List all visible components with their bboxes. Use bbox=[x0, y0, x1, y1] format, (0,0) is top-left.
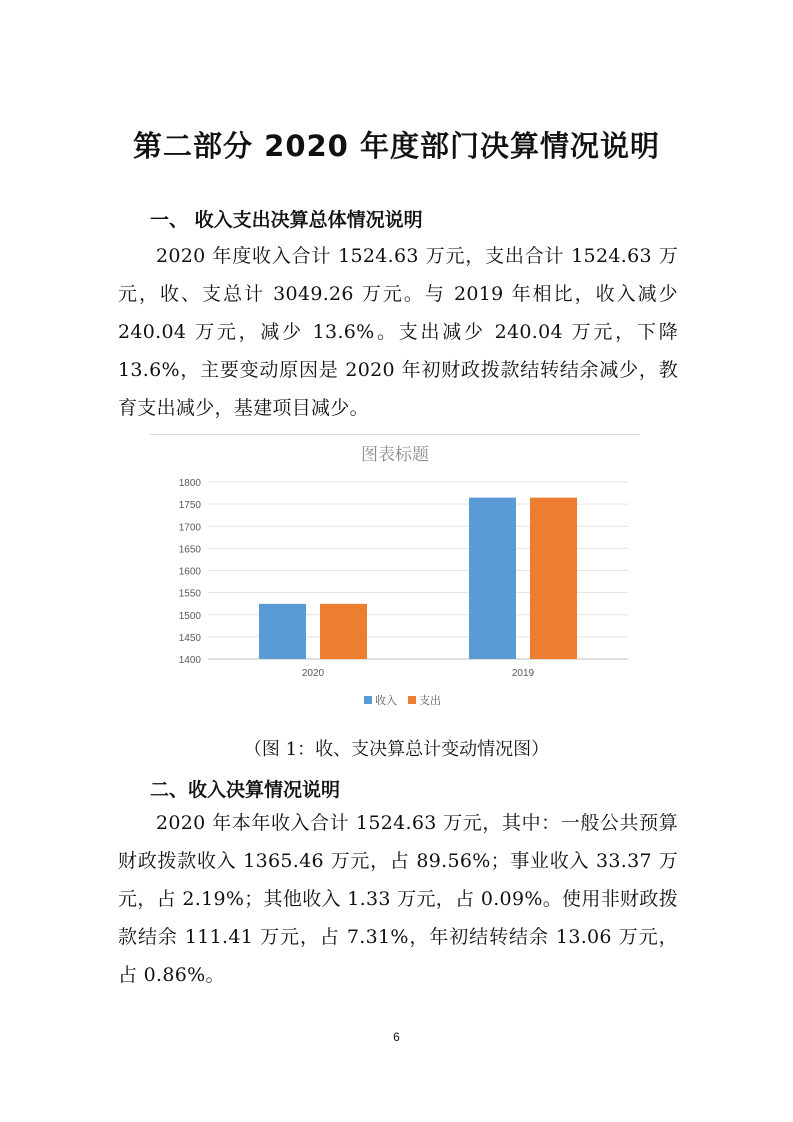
x-tick-label: 2020 bbox=[301, 668, 325, 679]
legend-swatch bbox=[364, 696, 372, 704]
figure-caption: （图 1：收、支决算总计变动情况图） bbox=[243, 739, 550, 760]
bar-收入-2020 bbox=[259, 604, 306, 659]
y-tick-label: 1450 bbox=[178, 632, 201, 644]
bar-支出-2019 bbox=[530, 498, 577, 659]
page-title: 第二部分 2020 年度部门决算情况说明 bbox=[133, 129, 660, 163]
legend-label: 支出 bbox=[419, 695, 441, 707]
legend-swatch bbox=[408, 696, 416, 704]
y-tick-label: 1650 bbox=[178, 544, 201, 556]
chart-title: 图表标题 bbox=[361, 445, 429, 464]
y-tick-label: 1500 bbox=[178, 610, 201, 622]
section1-paragraph-text: 2020 年度收入合计 1524.63 万元，支出合计 1524.63 万元，收、支总计 3049.26 万元。与 2019 年相比，收入减少 240.04 万元，减少 13.6%。支出减少 240.04 万元，下降 13.6%，主要变动原因是 2020 年初财政拨款结转结余减少，教育支出减少，基建项目减少。 bbox=[118, 245, 678, 419]
x-tick-label: 2019 bbox=[511, 668, 535, 679]
bar-支出-2020 bbox=[320, 604, 367, 659]
y-tick-label: 1750 bbox=[178, 500, 201, 512]
section2-heading: 二、收入决算情况说明 bbox=[150, 779, 341, 801]
chart-canvas bbox=[150, 434, 640, 724]
y-tick-label: 1400 bbox=[178, 655, 201, 666]
page-number: 6 bbox=[393, 1030, 400, 1044]
section1-heading: 一、 收入支出决算总体情况说明 bbox=[150, 209, 423, 231]
y-tick-label: 1600 bbox=[178, 566, 201, 578]
section1-paragraph bbox=[118, 237, 678, 427]
y-tick-label: 1800 bbox=[178, 478, 201, 489]
y-tick-label: 1550 bbox=[178, 588, 201, 600]
legend-label: 收入 bbox=[375, 695, 397, 707]
bar-chart bbox=[150, 434, 640, 724]
section2-paragraph bbox=[118, 804, 678, 994]
bar-收入-2019 bbox=[469, 498, 516, 659]
chart-top-border bbox=[150, 434, 640, 435]
section2-paragraph-text: 2020 年本年收入合计 1524.63 万元，其中：一般公共预算财政拨款收入 1365.46 万元，占 89.56%；事业收入 33.37 万元，占 2.19%；其他收入 1.33 万元，占 0.09%。使用非财政拨款结余 111.41 万元，占 7.31%，年初结转结余 13.06 万元，占 0.86%。 bbox=[118, 812, 678, 986]
y-tick-label: 1700 bbox=[178, 522, 201, 534]
